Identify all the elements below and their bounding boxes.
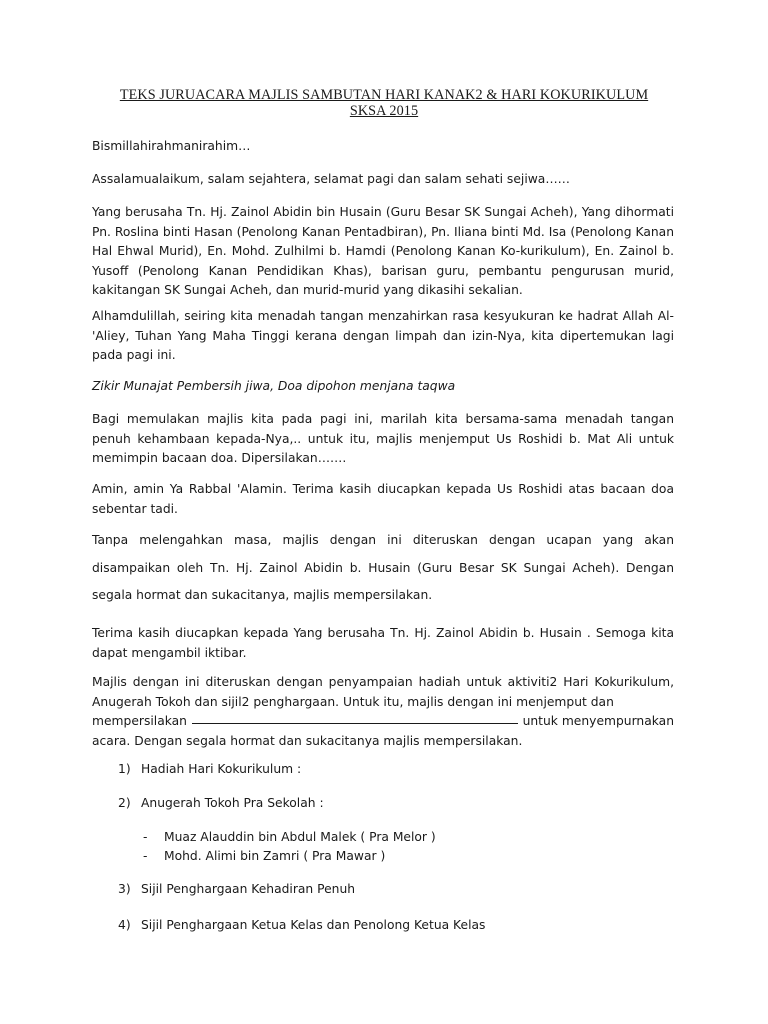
sublist-dash: - (143, 849, 148, 863)
prize-ceremony-invite: mempersilakan (92, 714, 187, 729)
list-item-text: Hadiah Hari Kokurikulum : (141, 762, 302, 776)
title-line-1: TEKS JURUACARA MAJLIS SAMBUTAN HARI KANAK2 & HARI KOKURIKULUM (119, 87, 649, 103)
paragraph-zikir-heading: Zikir Munajat Pembersih jiwa, Doa dipohon menjana taqwa (92, 379, 456, 393)
list-number: 2) (118, 796, 131, 810)
list-item-text: Sijil Penghargaan Ketua Kelas dan Penolong Ketua Kelas (141, 918, 486, 932)
paragraph-doa-invitation: Bagi memulakan majlis kita pada pagi ini, marilah kita bersama-sama menadah tangan penuh kehambaan kepada-Nya,.. untuk itu, majlis menjemput Us Roshidi b. Mat Ali untuk memimpin bacaan doa. Dipersilakan……. (92, 412, 674, 466)
prize-ceremony-text: Majlis dengan ini diteruskan dengan penyampaian hadiah untuk aktiviti2 Hari Kokurikulum, Anugerah Tokoh dan sijil2 penghargaan. Untuk itu, majlis dengan ini menjemput dan (92, 675, 674, 709)
paragraph-prize-ceremony (92, 673, 674, 751)
title-line-2: SKSA 2015 (349, 103, 419, 119)
paragraph-greeting: Assalamualaikum, salam sejahtera, selamat pagi dan salam sehati sejiwa…… (92, 172, 570, 186)
paragraph-speech-thanks: Terima kasih diucapkan kepada Yang berusaha Tn. Hj. Zainol Abidin b. Husain . Semoga kita dapat mengambil iktibar. (92, 626, 674, 660)
list-item-text: Sijil Penghargaan Kehadiran Penuh (141, 882, 356, 896)
sublist-item-text: Mohd. Alimi bin Zamri ( Pra Mawar ) (164, 849, 386, 863)
paragraph-opening: Bismillahirahmanirahim… (92, 139, 251, 153)
prize-ceremony-blank-line (92, 712, 674, 732)
name-blank-line (192, 712, 518, 724)
list-number: 3) (118, 882, 131, 896)
list-number: 1) (118, 762, 131, 776)
sublist-item-text: Muaz Alauddin bin Abdul Malek ( Pra Melor ) (164, 830, 436, 844)
paragraph-gratitude: Alhamdulillah, seiring kita menadah tangan menzahirkan rasa kesyukuran ke hadrat Allah Al-'Aliey, Tuhan Yang Maha Tinggi kerana dengan limpah dan izin-Nya, kita dipertemukan lagi pada pagi ini. (92, 309, 674, 363)
prize-ceremony-closing: acara. Dengan segala hormat dan sukacitanya majlis mempersilakan. (92, 733, 523, 748)
paragraph-salutation: Yang berusaha Tn. Hj. Zainol Abidin bin Husain (Guru Besar SK Sungai Acheh), Yang dihormati Pn. Roslina binti Hasan (Penolong Kanan Pentadbiran), Pn. Iliana binti Md. Isa (Penolong Kanan Hal Ehwal Murid), En. Mohd. Zulhilmi b. Hamdi (Penolong Kanan Ko-kurikulum), En. Zainol b. Yusoff (Penolong Kanan Pendidikan Khas), barisan guru, pembantu pengurusan murid, kakitangan SK Sungai Acheh, dan murid-murid yang dikasihi sekalian. (92, 205, 674, 298)
list-number: 4) (118, 918, 131, 932)
sublist-dash: - (143, 830, 148, 844)
list-item-text: Anugerah Tokoh Pra Sekolah : (141, 796, 324, 810)
document-title (80, 87, 688, 119)
paragraph-speech-invitation: Tanpa melengahkan masa, majlis dengan ini diteruskan dengan ucapan yang akan disampaikan oleh Tn. Hj. Zainol Abidin b. Husain (Guru Besar SK Sungai Acheh). Dengan segala hormat dan sukacitanya, majlis mempersilakan. (92, 533, 674, 602)
prize-ceremony-purpose: untuk menyempurnakan (522, 714, 674, 729)
paragraph-doa-thanks: Amin, amin Ya Rabbal 'Alamin. Terima kasih diucapkan kepada Us Roshidi atas bacaan doa sebentar tadi. (92, 482, 674, 516)
